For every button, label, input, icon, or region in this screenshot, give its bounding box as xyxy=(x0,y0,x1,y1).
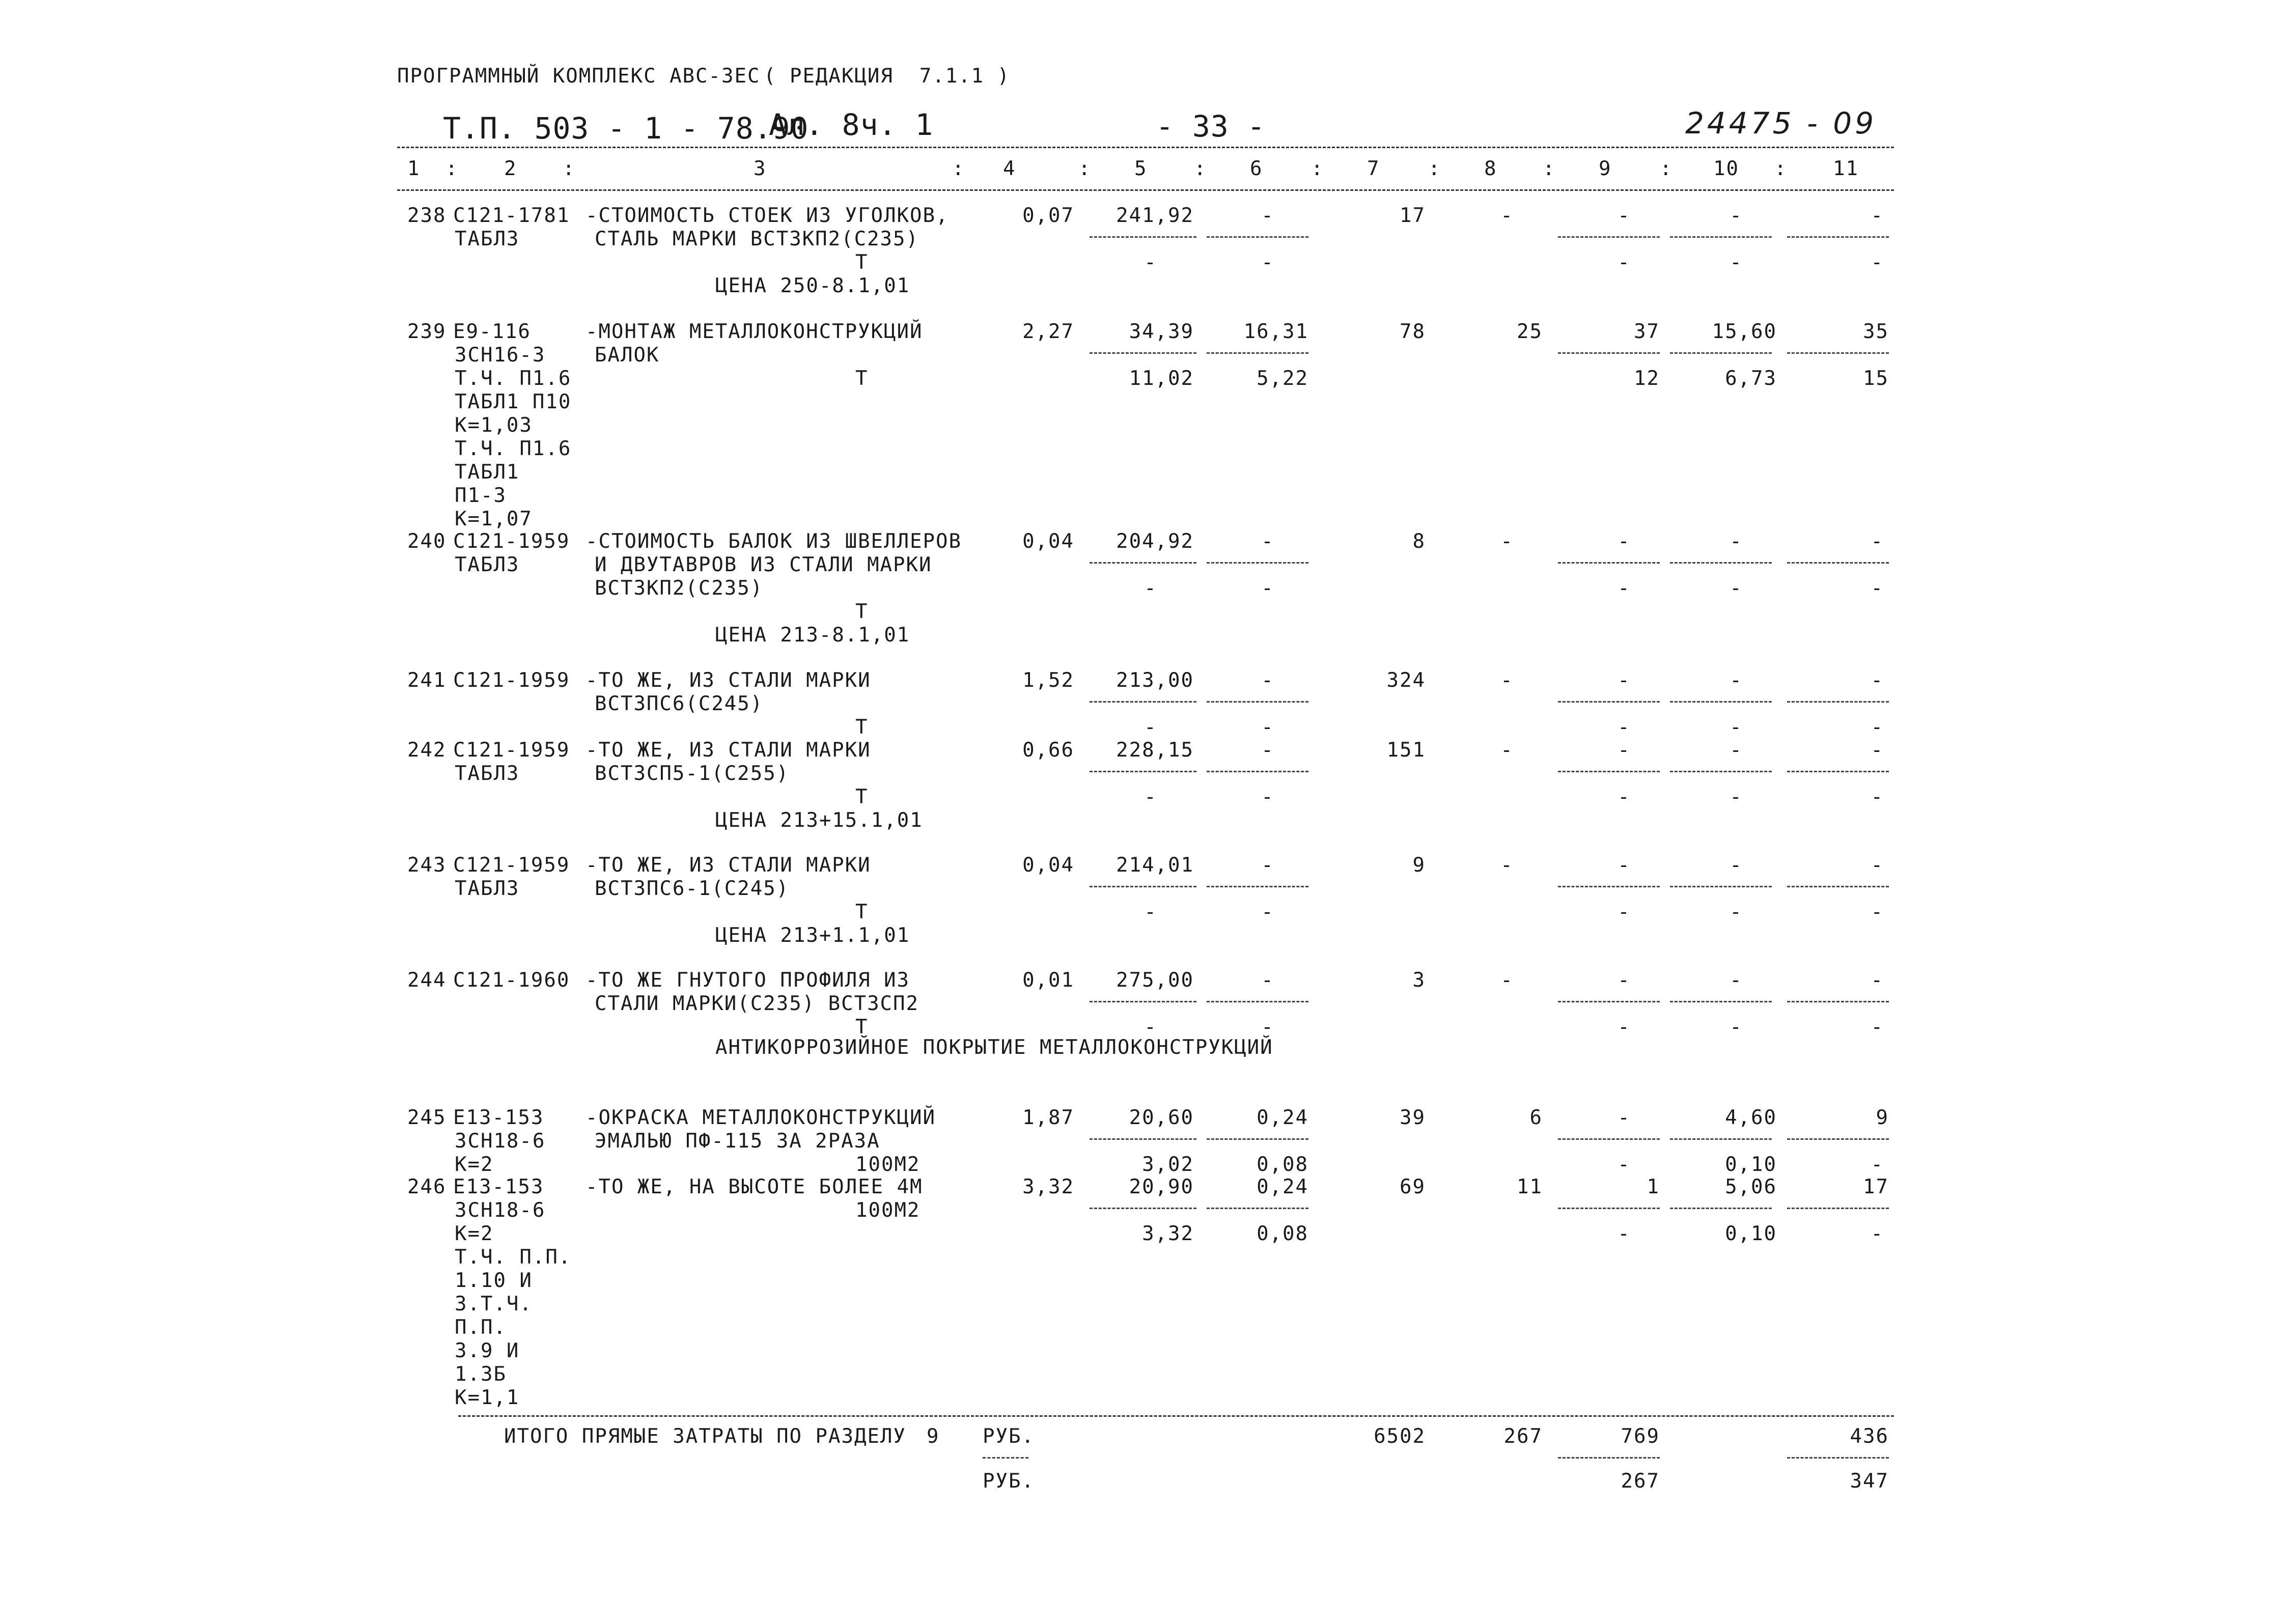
row-ref: К=1,1 xyxy=(455,1386,520,1409)
row-ref: К=2 xyxy=(455,1153,494,1176)
cell-s11: - xyxy=(1871,716,1884,739)
cell-c7: 78 xyxy=(1400,320,1426,343)
divider xyxy=(1558,562,1660,564)
cell-s9: - xyxy=(1618,251,1631,274)
divider xyxy=(1787,1208,1889,1209)
cell-c5: 228,15 xyxy=(1116,739,1194,762)
divider xyxy=(1670,771,1772,772)
row-t: Т xyxy=(855,600,869,623)
cell-c10: - xyxy=(1730,854,1743,877)
cell-c7: 8 xyxy=(1412,530,1426,553)
totals-c11: 436 xyxy=(1850,1425,1889,1448)
cell-s10: 0,10 xyxy=(1725,1222,1777,1245)
row-code: С121-1959 xyxy=(453,669,570,692)
cell-qty: 1,87 xyxy=(1022,1106,1074,1129)
divider xyxy=(1207,562,1308,564)
cell-s10: - xyxy=(1730,251,1743,274)
divider xyxy=(1090,701,1196,703)
cell-c11: 35 xyxy=(1863,320,1889,343)
divider xyxy=(1787,1457,1889,1459)
cell-c9: - xyxy=(1618,204,1631,227)
cell-s6: - xyxy=(1261,1016,1274,1039)
cell-c6: 0,24 xyxy=(1257,1175,1308,1198)
cell-s10: - xyxy=(1730,1016,1743,1039)
cell-c9: - xyxy=(1618,669,1631,692)
col-sep: : xyxy=(1774,157,1788,180)
col-sep: : xyxy=(1428,157,1441,180)
row-number: 241 xyxy=(407,669,447,692)
col-header-3: 3 xyxy=(754,157,767,180)
col-header-11: 11 xyxy=(1833,157,1859,180)
cell-c9: - xyxy=(1618,969,1631,992)
cell-s5: - xyxy=(1144,1016,1157,1039)
divider xyxy=(1558,1457,1660,1459)
row-unit: 100М2 xyxy=(855,1153,921,1176)
cell-s6: - xyxy=(1261,716,1274,739)
totals-label: ИТОГО ПРЯМЫЕ ЗАТРАТЫ ПО РАЗДЕЛУ xyxy=(504,1425,906,1448)
cell-c6: - xyxy=(1261,969,1274,992)
divider xyxy=(1787,1138,1889,1140)
cell-s9: - xyxy=(1618,786,1631,808)
cell-s9: - xyxy=(1618,1016,1631,1039)
divider xyxy=(1207,236,1308,238)
divider xyxy=(1558,1208,1660,1209)
divider xyxy=(1558,771,1660,772)
col-header-1: 1 xyxy=(407,157,421,180)
totals-s9: 267 xyxy=(1621,1470,1660,1493)
divider xyxy=(1670,562,1772,564)
cell-c5: 213,00 xyxy=(1116,669,1194,692)
row-ref: ТАБЛ3 xyxy=(455,877,520,900)
col-header-9: 9 xyxy=(1599,157,1612,180)
cell-s9: 12 xyxy=(1634,367,1660,390)
cell-s10: - xyxy=(1730,716,1743,739)
row-ref: Т.Ч. П1.6 xyxy=(455,437,572,460)
row-ref: 3СН18-6 xyxy=(455,1130,546,1153)
cell-s11: - xyxy=(1871,901,1884,923)
row-ref: Т.Ч. П1.6 xyxy=(455,367,572,390)
cell-c5: 20,60 xyxy=(1129,1106,1194,1129)
row-code: С121-1959 xyxy=(453,530,570,553)
cell-qty: 3,32 xyxy=(1022,1175,1074,1198)
divider xyxy=(1670,1138,1772,1140)
cell-c6: - xyxy=(1261,530,1274,553)
cell-c8: - xyxy=(1500,739,1514,762)
col-sep: : xyxy=(1543,157,1556,180)
cell-s11: - xyxy=(1871,786,1884,808)
divider xyxy=(1207,1208,1308,1209)
row-number: 245 xyxy=(407,1106,447,1129)
row-number: 243 xyxy=(407,854,447,877)
cell-s6: - xyxy=(1261,577,1274,600)
cell-c11: 9 xyxy=(1876,1106,1889,1129)
cell-s11: - xyxy=(1871,577,1884,600)
totals-currency-2: РУБ. xyxy=(983,1470,1035,1493)
col-header-10: 10 xyxy=(1713,157,1739,180)
row-ref: К=1,03 xyxy=(455,414,533,437)
row-desc: СТАЛИ МАРКИ(С235) ВСТ3СП2 xyxy=(595,992,919,1015)
col-header-8: 8 xyxy=(1484,157,1497,180)
cell-s5: - xyxy=(1144,577,1157,600)
divider xyxy=(1670,236,1772,238)
cell-c10: 4,60 xyxy=(1725,1106,1777,1129)
divider xyxy=(1670,1001,1772,1002)
cell-s5: 3,32 xyxy=(1142,1222,1194,1245)
row-desc: ЭМАЛЬЮ ПФ-115 ЗА 2РАЗА xyxy=(595,1130,880,1153)
col-sep: : xyxy=(563,157,576,180)
row-desc: -СТОИМОСТЬ БАЛОК ИЗ ШВЕЛЛЕРОВ xyxy=(586,530,962,553)
cell-s11: - xyxy=(1871,1016,1884,1039)
cell-c11: - xyxy=(1871,854,1884,877)
cell-c10: - xyxy=(1730,204,1743,227)
col-header-4: 4 xyxy=(1003,157,1016,180)
row-note: ЦЕНА 213-8.1,01 xyxy=(715,624,910,647)
col-header-6: 6 xyxy=(1250,157,1263,180)
cell-s6: - xyxy=(1261,251,1274,274)
row-code: Е13-153 xyxy=(453,1175,544,1198)
cell-qty: 2,27 xyxy=(1022,320,1074,343)
cell-c8: - xyxy=(1500,854,1514,877)
row-ref: 3СН16-3 xyxy=(455,344,546,367)
page-number: - 33 - xyxy=(1156,109,1266,144)
cell-s6: - xyxy=(1261,786,1274,808)
totals-c9: 769 xyxy=(1621,1425,1660,1448)
row-code: С121-1781 xyxy=(453,204,570,227)
divider xyxy=(1670,886,1772,887)
row-ref: ТАБЛ3 xyxy=(455,228,520,250)
divider xyxy=(1207,1001,1308,1002)
cell-c8: - xyxy=(1500,969,1514,992)
row-number: 239 xyxy=(407,320,447,343)
cell-c7: 3 xyxy=(1412,969,1426,992)
divider xyxy=(1090,352,1196,354)
col-header-7: 7 xyxy=(1367,157,1380,180)
row-code: С121-1959 xyxy=(453,739,570,762)
col-header-5: 5 xyxy=(1134,157,1148,180)
divider xyxy=(1558,1001,1660,1002)
cell-c9: 37 xyxy=(1634,320,1660,343)
divider xyxy=(1090,1138,1196,1140)
row-desc: -СТОИМОСТЬ СТОЕК ИЗ УГОЛКОВ, xyxy=(586,204,949,227)
divider xyxy=(1207,701,1308,703)
row-ref: К=1,07 xyxy=(455,508,533,530)
cell-c10: - xyxy=(1730,669,1743,692)
cell-c8: 11 xyxy=(1517,1175,1543,1198)
row-ref: ТАБЛ3 xyxy=(455,762,520,785)
cell-c7: 69 xyxy=(1400,1175,1426,1198)
divider xyxy=(1558,886,1660,887)
cell-s9: - xyxy=(1618,716,1631,739)
col-sep: : xyxy=(1194,157,1207,180)
divider xyxy=(1090,562,1196,564)
cell-s5: - xyxy=(1144,716,1157,739)
col-sep: : xyxy=(952,157,965,180)
cell-c5: 34,39 xyxy=(1129,320,1194,343)
divider xyxy=(1558,352,1660,354)
cell-s6: 0,08 xyxy=(1257,1222,1308,1245)
cell-c11: - xyxy=(1871,530,1884,553)
row-desc: ВСТ3КП2(С235) xyxy=(595,577,764,600)
row-desc: -ТО ЖЕ, ИЗ СТАЛИ МАРКИ xyxy=(586,739,871,762)
row-code: С121-1960 xyxy=(453,969,570,992)
cell-c6: 0,24 xyxy=(1257,1106,1308,1129)
row-desc: И ДВУТАВРОВ ИЗ СТАЛИ МАРКИ xyxy=(595,553,932,576)
cell-c6: - xyxy=(1261,854,1274,877)
col-sep: : xyxy=(1660,157,1673,180)
row-desc: ВСТ3ПС6-1(С245) xyxy=(595,877,790,900)
divider xyxy=(1670,352,1772,354)
row-t: Т xyxy=(855,1016,869,1039)
cell-s6: 5,22 xyxy=(1257,367,1308,390)
row-desc: ВСТ3СП5-1(С255) xyxy=(595,762,790,785)
cell-c6: - xyxy=(1261,204,1274,227)
cell-c6: - xyxy=(1261,739,1274,762)
row-number: 246 xyxy=(407,1175,447,1198)
row-unit: 100М2 xyxy=(855,1199,921,1222)
cell-c11: - xyxy=(1871,204,1884,227)
row-ref: К=2 xyxy=(455,1222,494,1245)
divider xyxy=(1670,701,1772,703)
row-t: Т xyxy=(855,786,869,808)
divider xyxy=(1787,701,1889,703)
divider xyxy=(1090,1208,1196,1209)
cell-c8: - xyxy=(1500,204,1514,227)
doc-number: 24475 - 09 xyxy=(1685,106,1877,141)
row-code: Е9-116 xyxy=(453,320,531,343)
cell-c8: 25 xyxy=(1517,320,1543,343)
cell-s11: - xyxy=(1871,1222,1884,1245)
divider xyxy=(1207,352,1308,354)
cell-c7: 9 xyxy=(1412,854,1426,877)
cell-c11: - xyxy=(1871,969,1884,992)
cell-s6: 0,08 xyxy=(1257,1153,1308,1176)
cell-c9: - xyxy=(1618,854,1631,877)
cell-c10: 15,60 xyxy=(1712,320,1777,343)
row-ref: 3СН18-6 xyxy=(455,1199,546,1222)
row-ref: ТАБЛ1 П10 xyxy=(455,390,572,413)
divider xyxy=(1787,562,1889,564)
divider xyxy=(1207,1138,1308,1140)
cell-c11: - xyxy=(1871,669,1884,692)
cell-qty: 1,52 xyxy=(1022,669,1074,692)
cell-s5: 3,02 xyxy=(1142,1153,1194,1176)
totals-rule xyxy=(458,1415,1894,1417)
cell-c7: 17 xyxy=(1400,204,1426,227)
cell-c7: 39 xyxy=(1400,1106,1426,1129)
row-number: 240 xyxy=(407,530,447,553)
row-ref: ТАБЛ1 xyxy=(455,461,520,484)
row-desc: -ТО ЖЕ, ИЗ СТАЛИ МАРКИ xyxy=(586,854,871,877)
cell-s10: 6,73 xyxy=(1725,367,1777,390)
row-number: 242 xyxy=(407,739,447,762)
divider xyxy=(1090,236,1196,238)
header-rule-bottom xyxy=(397,189,1894,191)
cell-s9: - xyxy=(1618,1222,1631,1245)
divider xyxy=(1787,236,1889,238)
cell-s9: - xyxy=(1618,901,1631,923)
cell-s11: 15 xyxy=(1863,367,1889,390)
cell-s5: - xyxy=(1144,786,1157,808)
cell-s10: 0,10 xyxy=(1725,1153,1777,1176)
row-ref: П.П. xyxy=(455,1316,507,1339)
col-sep: : xyxy=(1311,157,1324,180)
row-desc: -МОНТАЖ МЕТАЛЛОКОНСТРУКЦИЙ xyxy=(586,320,923,343)
edition-label: ( РЕДАКЦИЯ 7.1.1 ) xyxy=(764,65,1011,88)
row-code: Е13-153 xyxy=(453,1106,544,1129)
row-ref: 1.10 И xyxy=(455,1269,533,1292)
divider xyxy=(1558,701,1660,703)
row-desc: -ТО ЖЕ ГНУТОГО ПРОФИЛЯ ИЗ xyxy=(586,969,910,992)
divider xyxy=(1090,771,1196,772)
cell-c10: - xyxy=(1730,530,1743,553)
row-number: 244 xyxy=(407,969,447,992)
cell-c11: - xyxy=(1871,739,1884,762)
row-desc: ВСТ3ПС6(С245) xyxy=(595,692,764,715)
row-ref: ТАБЛ3 xyxy=(455,553,520,576)
row-desc: СТАЛЬ МАРКИ ВСТ3КП2(С235) xyxy=(595,228,919,250)
cell-c9: 1 xyxy=(1647,1175,1660,1198)
row-desc: -ТО ЖЕ, ИЗ СТАЛИ МАРКИ xyxy=(586,669,871,692)
cell-qty: 0,07 xyxy=(1022,204,1074,227)
cell-s5: - xyxy=(1144,251,1157,274)
row-t: Т xyxy=(855,901,869,923)
col-sep: : xyxy=(1078,157,1092,180)
cell-c11: 17 xyxy=(1863,1175,1889,1198)
header-rule-top xyxy=(397,147,1894,148)
cell-c8: - xyxy=(1500,669,1514,692)
totals-currency: РУБ. xyxy=(983,1425,1035,1448)
cell-c5: 204,92 xyxy=(1116,530,1194,553)
cell-c5: 241,92 xyxy=(1116,204,1194,227)
cell-c8: - xyxy=(1500,530,1514,553)
cell-s9: - xyxy=(1618,577,1631,600)
totals-c7: 6502 xyxy=(1374,1425,1426,1448)
cell-c9: - xyxy=(1618,530,1631,553)
program-title: ПРОГРАММНЫЙ КОМПЛЕКС АВС-3ЕС xyxy=(397,65,761,88)
divider xyxy=(1558,236,1660,238)
cell-s5: - xyxy=(1144,901,1157,923)
row-note: ЦЕНА 213+15.1,01 xyxy=(715,809,923,832)
album-label: Ал. 8ч. 1 xyxy=(769,107,934,142)
cell-s9: - xyxy=(1618,1153,1631,1176)
divider xyxy=(1207,771,1308,772)
cell-s11: - xyxy=(1871,251,1884,274)
row-t: Т xyxy=(855,251,869,274)
row-ref: Т.Ч. П.П. xyxy=(455,1246,572,1269)
cell-s11: - xyxy=(1871,1153,1884,1176)
col-header-2: 2 xyxy=(504,157,517,180)
row-note: ЦЕНА 213+1.1,01 xyxy=(715,924,910,947)
divider xyxy=(983,1457,1028,1459)
cell-c9: - xyxy=(1618,1106,1631,1129)
cell-qty: 0,04 xyxy=(1022,530,1074,553)
row-desc: -ТО ЖЕ, НА ВЫСОТЕ БОЛЕЕ 4М xyxy=(586,1175,923,1198)
row-ref: 1.3Б xyxy=(455,1363,507,1386)
divider xyxy=(1090,886,1196,887)
cell-c6: 16,31 xyxy=(1243,320,1308,343)
row-number: 238 xyxy=(407,204,447,227)
cell-s5: 11,02 xyxy=(1129,367,1194,390)
cell-s6: - xyxy=(1261,901,1274,923)
totals-c8: 267 xyxy=(1503,1425,1543,1448)
row-t: Т xyxy=(855,367,869,390)
cell-c8: 6 xyxy=(1529,1106,1543,1129)
cell-c10: 5,06 xyxy=(1725,1175,1777,1198)
cell-s10: - xyxy=(1730,577,1743,600)
col-sep: : xyxy=(445,157,459,180)
cell-c7: 324 xyxy=(1386,669,1426,692)
row-desc: -ОКРАСКА МЕТАЛЛОКОНСТРУКЦИЙ xyxy=(586,1106,936,1129)
cell-c5: 214,01 xyxy=(1116,854,1194,877)
cell-c7: 151 xyxy=(1386,739,1426,762)
divider xyxy=(1090,1001,1196,1002)
totals-section-num: 9 xyxy=(927,1425,940,1448)
cell-qty: 0,04 xyxy=(1022,854,1074,877)
divider xyxy=(1787,771,1889,772)
row-desc: БАЛОК xyxy=(595,344,660,367)
cell-c6: - xyxy=(1261,669,1274,692)
row-ref: 3.Т.Ч. xyxy=(455,1293,533,1315)
cell-s10: - xyxy=(1730,786,1743,808)
row-code: С121-1959 xyxy=(453,854,570,877)
divider xyxy=(1787,1001,1889,1002)
section-heading: АНТИКОРРОЗИЙНОЕ ПОКРЫТИЕ МЕТАЛЛОКОНСТРУКЦИЙ xyxy=(715,1036,1273,1059)
cell-c5: 275,00 xyxy=(1116,969,1194,992)
divider xyxy=(1787,352,1889,354)
project-code: Т.П. 503 - 1 - 78.90 xyxy=(443,111,809,146)
cell-qty: 0,01 xyxy=(1022,969,1074,992)
cell-c9: - xyxy=(1618,739,1631,762)
row-t: Т xyxy=(855,716,869,739)
cell-c10: - xyxy=(1730,969,1743,992)
cell-qty: 0,66 xyxy=(1022,739,1074,762)
divider xyxy=(1787,886,1889,887)
divider xyxy=(1670,1208,1772,1209)
totals-s11: 347 xyxy=(1850,1470,1889,1493)
row-note: ЦЕНА 250-8.1,01 xyxy=(715,274,910,297)
cell-c10: - xyxy=(1730,739,1743,762)
cell-s10: - xyxy=(1730,901,1743,923)
divider xyxy=(1558,1138,1660,1140)
row-ref: П1-3 xyxy=(455,484,507,507)
cell-c5: 20,90 xyxy=(1129,1175,1194,1198)
row-ref: 3.9 И xyxy=(455,1339,520,1362)
divider xyxy=(1207,886,1308,887)
